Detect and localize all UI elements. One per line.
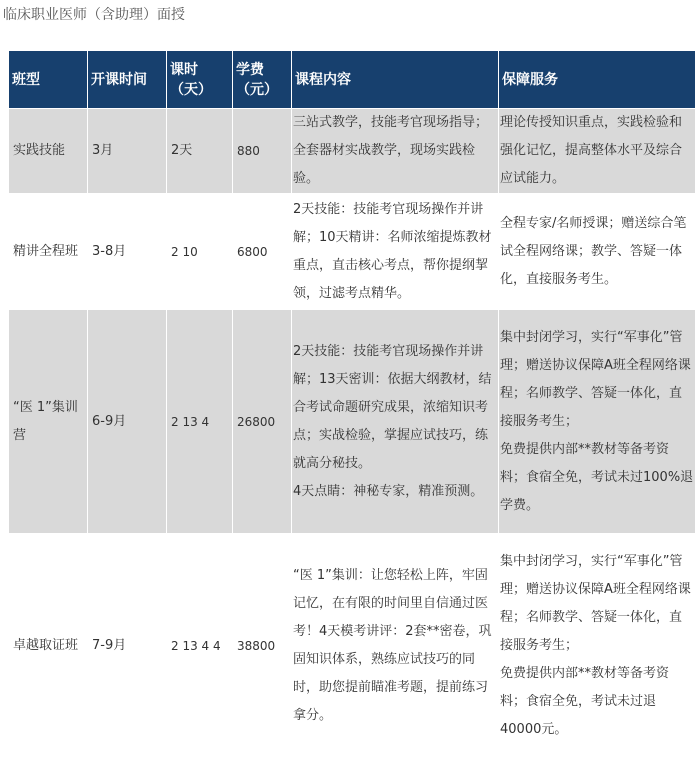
content-paragraph: 2天技能：技能考官现场操作并讲解；13天密训：依据大纲教材，结合考试命题研究成果，浓缩知识考点；实战检验，掌握应试技巧，练就高分秘技。 — [293, 343, 492, 471]
table-row — [9, 534, 696, 758]
cell-class-type: “医 1”集训营 — [9, 310, 88, 534]
cell-start-time: 7-9月 — [88, 534, 167, 758]
cell-fee: 6800 — [233, 194, 292, 310]
header-service: 保障服务 — [499, 51, 696, 109]
content-paragraph: 4天点睛：神秘专家，精准预测。 — [293, 483, 484, 499]
table-header-row — [9, 51, 696, 109]
header-content: 课程内容 — [292, 51, 499, 109]
cell-class-type: 精讲全程班 — [9, 194, 88, 310]
page-title: 临床职业医师（含助理）面授 — [3, 7, 185, 23]
service-paragraph: 免费提供内部**教材等备考资料；食宿全免，考试未过退40000元。 — [500, 665, 670, 737]
cell-fee: 38800 — [233, 534, 292, 758]
table-row — [9, 109, 696, 194]
cell-hours: 2 13 4 4 — [167, 534, 233, 758]
header-fee-label: 学费 — [236, 61, 264, 78]
cell-hours: 2 13 4 — [167, 310, 233, 534]
table-row — [9, 310, 696, 534]
cell-service: 理论传授知识重点，实践检验和强化记忆，提高整体水平及综合应试能力。 — [499, 109, 696, 194]
cell-service: 全程专家/名师授课；赠送综合笔试全程网络课；教学、答疑一体化，直接服务考生。 — [499, 194, 696, 310]
cell-fee: 26800 — [233, 310, 292, 534]
cell-service — [499, 534, 696, 758]
cell-content: “医 1”集训：让您轻松上阵，牢固记忆，在有限的时间里自信通过医考！4天模考讲评：2套**密卷，巩固知识体系，熟练应试技巧的同时，助您提前瞄准考题，提前练习拿分。 — [292, 534, 499, 758]
cell-start-time: 3-8月 — [88, 194, 167, 310]
header-hours-unit: （天） — [170, 81, 212, 98]
header-start-time: 开课时间 — [88, 51, 167, 109]
cell-content: 2天技能：技能考官现场操作并讲解；10天精讲：名师浓缩提炼教材重点，直击核心考点，帮你提纲挈领，过滤考点精华。 — [292, 194, 499, 310]
service-paragraph: 免费提供内部**教材等备考资料；食宿全免，考试未过100%退学费。 — [500, 441, 694, 513]
header-class-type: 班型 — [9, 51, 88, 109]
header-hours-label: 课时 — [170, 61, 198, 78]
cell-content: 三站式教学，技能考官现场指导；全套器材实战教学，现场实践检验。 — [292, 109, 499, 194]
cell-hours: 2天 — [167, 109, 233, 194]
header-hours — [167, 51, 233, 109]
cell-class-type: 实践技能 — [9, 109, 88, 194]
course-table — [8, 50, 696, 758]
cell-start-time: 6-9月 — [88, 310, 167, 534]
header-fee-unit: （元） — [236, 81, 278, 98]
cell-content — [292, 310, 499, 534]
table-row — [9, 194, 696, 310]
cell-service — [499, 310, 696, 534]
service-paragraph: 集中封闭学习，实行“军事化”管理；赠送协议保障A班全程网络课程；名师教学、答疑一体化，直接服务考生； — [500, 329, 691, 429]
service-paragraph: 集中封闭学习，实行“军事化”管理；赠送协议保障A班全程网络课程；名师教学、答疑一体化，直接服务考生； — [500, 553, 691, 653]
cell-class-type: 卓越取证班 — [9, 534, 88, 758]
cell-fee: 880 — [233, 109, 292, 194]
cell-hours: 2 10 — [167, 194, 233, 310]
header-fee — [233, 51, 292, 109]
cell-start-time: 3月 — [88, 109, 167, 194]
